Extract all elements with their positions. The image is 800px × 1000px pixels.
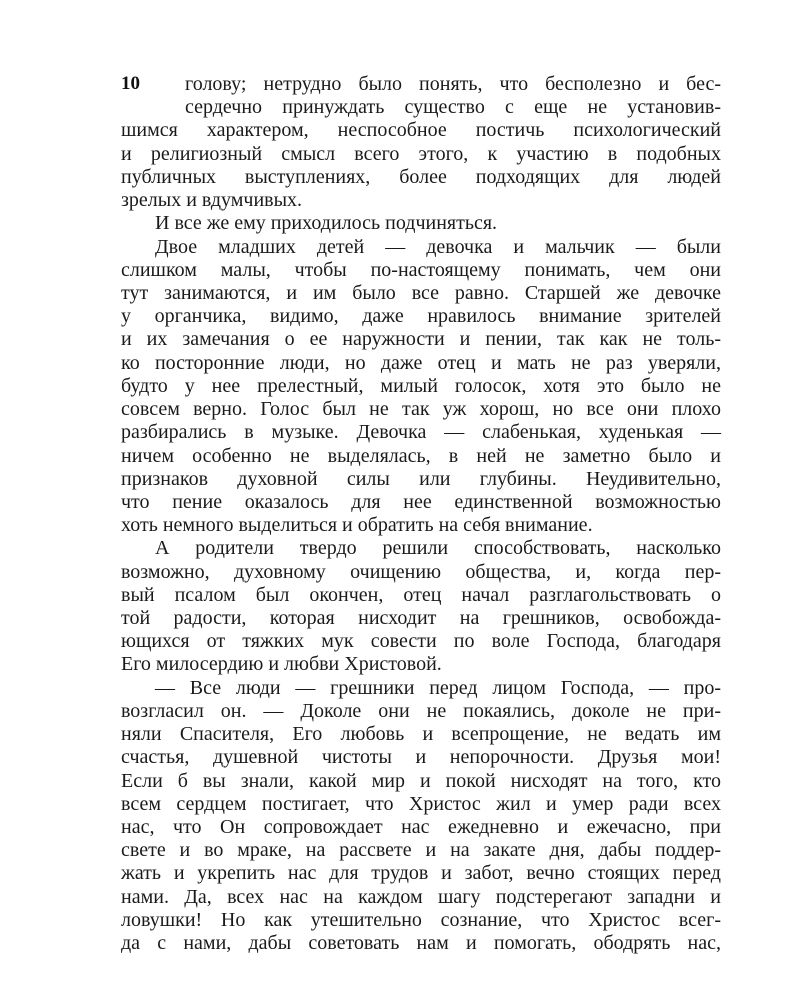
text-line: у органчика, видимо, даже нравилось внимание зрителей (121, 305, 721, 328)
text-line: нас, что Он сопровождает нас ежедневно и ежечасно, при (121, 816, 721, 838)
text-line: да с нами, дабы советовать нам и помогать, ободрять нас, (121, 932, 721, 955)
text-line: разбирались в музыке. Девочка — слабенькая, худенькая — (121, 421, 721, 444)
text-line: тут занимаются, и им было все равно. Старшей же девочке (121, 281, 721, 304)
text-line: зрелых и вдумчивых. (121, 189, 303, 212)
text-line: той радости, которая нисходит на грешников, освобожда- (121, 607, 721, 630)
text-line: хоть немного выделиться и обратить на себя внимание. (121, 514, 593, 537)
text-line: — Все люди — грешники перед лицом Господа, — про- (155, 676, 721, 699)
text-line: Его милосердию и любви Христовой. (121, 653, 442, 676)
text-line: няли Спасителя, Его любовь и всепрощение, не ведать им (121, 723, 721, 746)
text-line: всем сердцем постигает, что Христос жил и умер ради всех (121, 792, 721, 815)
text-line: и их замечания о ее наружности и пении, так как не толь- (121, 328, 721, 351)
text-line: ловушки! Но как утешительно сознание, что Христос всег- (121, 908, 721, 931)
text-line: признаков духовной силы или глубины. Неудивительно, (121, 467, 721, 490)
text-line: И все же ему приходилось подчиняться. (155, 212, 498, 235)
text-line: счастья, душевной чистоты и непорочности. Друзья мои! (121, 746, 721, 769)
text-line: и религиозный смысл всего этого, к участию в подобных (121, 142, 721, 165)
page-number: 10 (121, 73, 140, 94)
text-line: сердечно принуждать существо с еще не установив- (185, 96, 721, 119)
text-line: совсем верно. Голос был не так уж хорош, но все они плохо (121, 398, 721, 421)
text-line: ющихся от тяжких мук совести по воле Господа, благодаря (121, 630, 721, 653)
text-line: слишком малы, чтобы по-настоящему понимать, чем они (121, 258, 721, 281)
text-line: шимся характером, неспособное постичь психологический (121, 119, 721, 142)
text-line: свете и во мраке, на рассвете и на закате дня, дабы поддер- (121, 839, 721, 862)
text-line: нами. Да, всех нас на каждом шагу подстерегают западни и (121, 885, 721, 908)
text-line: возгласил он. — Доколе они не покаялись, доколе не при- (121, 699, 721, 722)
text-line: вый псалом был окончен, отец начал разглагольствовать о (121, 583, 721, 606)
text-line: Если б вы знали, какой мир и покой нисходят на того, кто (121, 769, 721, 792)
text-line: публичных выступлениях, более подходящих для людей (121, 165, 721, 188)
text-line: ничем особенно не выделялась, в ней не заметно было и (121, 444, 721, 467)
text-line: А родители твердо решили способствовать, насколько (155, 537, 721, 560)
text-line: возможно, духовному очищению общества, и, когда пер- (121, 560, 721, 583)
text-line: Двое младших детей — девочка и мальчик — были (155, 235, 721, 258)
text-line: что пение оказалось для нее единственной возможностью (121, 490, 721, 513)
text-line: жать и укрепить нас для трудов и забот, вечно стоящих перед (121, 862, 721, 885)
text-line: ко посторонние люди, но даже отец и мать не раз уверяли, (121, 351, 721, 374)
text-line: голову; нетрудно было понять, что бесполезно и бес- (185, 73, 721, 95)
body-text (121, 73, 721, 955)
text-line: будто у нее прелестный, милый голосок, хотя это было не (121, 374, 721, 397)
